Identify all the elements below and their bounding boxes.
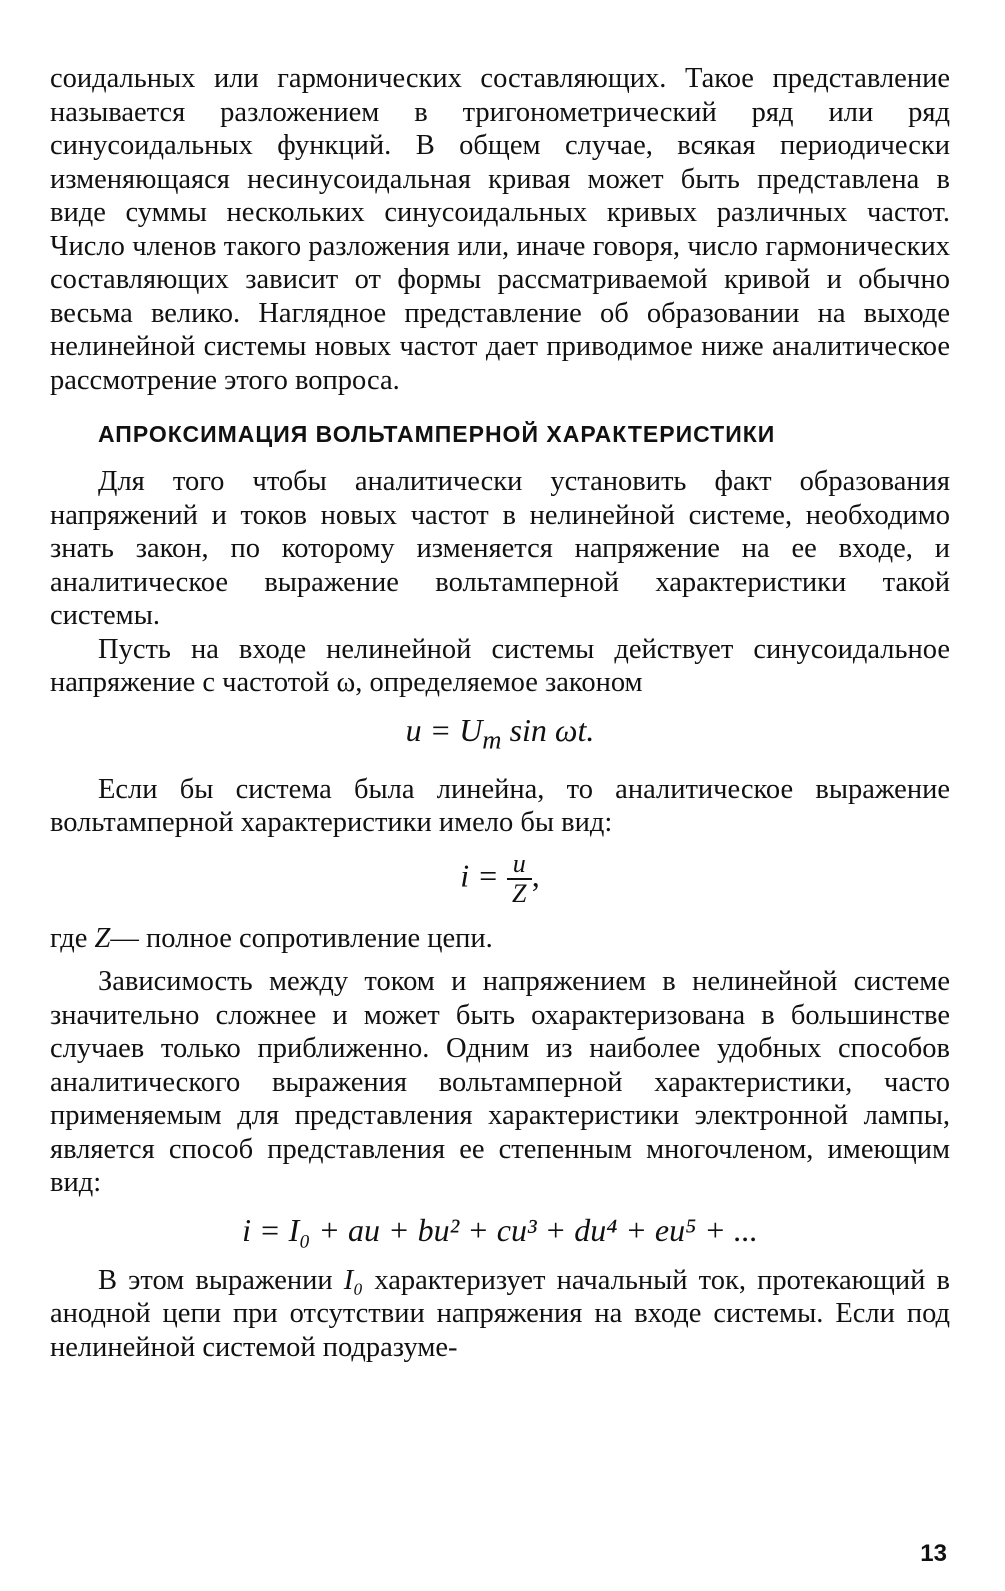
- impedance-prefix: где: [50, 922, 88, 954]
- impedance-text: — полное сопротивление цепи.: [110, 922, 493, 954]
- formula-ohm-comma: ,: [531, 857, 540, 894]
- initial-current-text: характеризует начальный ток, протекающий в анодной цепи при отсутствии напряжения на входе системы. Если под нелинейной системой подразуме-: [50, 1264, 950, 1363]
- formula-ohm-lhs: i =: [460, 857, 499, 894]
- paragraph-linear-case: Если бы система была линейна, то аналитическое выражение вольтамперной характеристики имело бы вид:: [50, 773, 950, 839]
- page-number: 13: [920, 1540, 947, 1567]
- initial-current-symbol: I₀: [343, 1264, 364, 1296]
- section-heading: АПРОКСИМАЦИЯ ВОЛЬТАМПЕРНОЙ ХАРАКТЕРИСТИКИ: [98, 421, 776, 447]
- paragraph-initial-current: [50, 1264, 950, 1365]
- formula-voltage-sub: m: [482, 723, 502, 754]
- paragraph-nonlinear: Зависимость между током и напряжением в нелинейной системе значительно сложнее и может быть охарактеризована в большинстве случаев только приближенно. Одним из наиболее удобных способов аналитического выражения вольтамперной характеристики, часто применяемым для представления характеристики электронной лампы, является способ представления ее степенным многочленом, имеющим вид:: [50, 966, 950, 1199]
- formula-polynomial: i = I₀ + au + bu² + cu³ + du⁴ + eu⁵ + ...: [242, 1211, 758, 1248]
- book-page: [50, 62, 950, 1364]
- impedance-symbol: Z: [94, 922, 111, 954]
- paragraph-purpose: Для того чтобы аналитически установить факт образования напряжений и токов новых частот в нелинейной системе, необходимо знать закон, по которому изменяется напряжение на ее входе, и аналитическое выражение вольтамперной характеристики такой системы.: [50, 466, 950, 631]
- paragraph-intro: соидальных или гармонических составляющих. Такое представление называется разложением в тригонометрический ряд или ряд синусоидальных функций. В общем случае, всякая периодически изменяющаяся несинусоидальная кривая может быть представлена в виде суммы нескольких синусоидальных кривых различных частот. Число членов такого разложения или, иначе говоря, число гармонических составляющих зависит от формы рассматриваемой кривой и обычно весьма велико. Наглядное представление об образовании на выходе нелинейной системы новых частот дает приводимое ниже аналитическое рассмотрение этого вопроса.: [50, 63, 950, 396]
- formula-ohm-numerator: u: [507, 850, 532, 880]
- formula-voltage: [50, 710, 950, 759]
- initial-current-prefix: В этом выражении: [98, 1264, 333, 1296]
- formula-ohm-fraction: [507, 850, 532, 908]
- formula-ohm: [50, 850, 950, 908]
- paragraph-sine-input: Пусть на входе нелинейной системы действует синусоидальное напряжение с частотой ω, определяемое законом: [50, 633, 950, 698]
- formula-voltage-lhs: u = U: [405, 711, 483, 748]
- formula-voltage-rhs: sin ωt.: [501, 711, 595, 748]
- paragraph-impedance: [50, 922, 950, 956]
- formula-ohm-denominator: Z: [512, 878, 527, 908]
